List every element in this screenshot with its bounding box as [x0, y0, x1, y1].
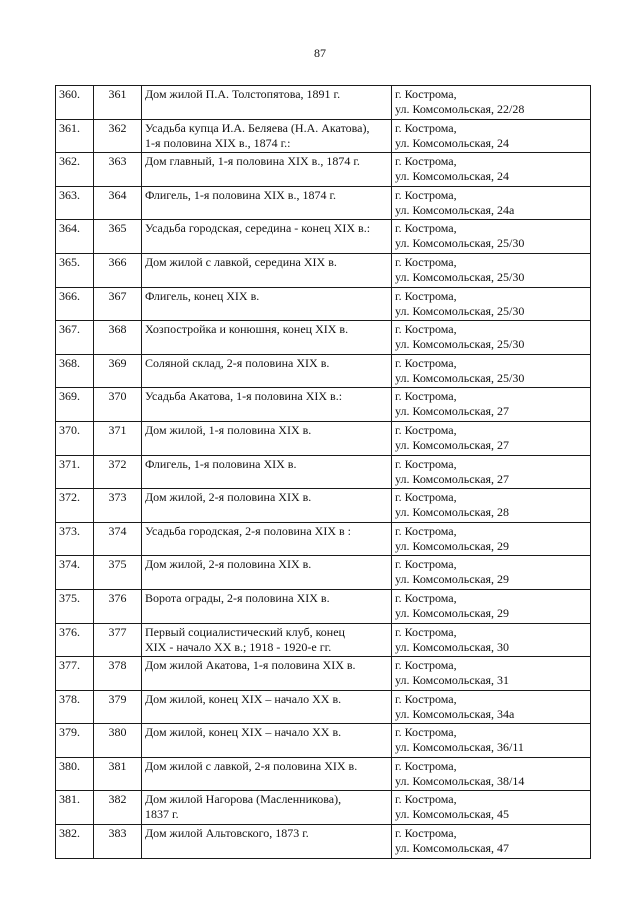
row-ordinal-number: 360. [56, 86, 94, 120]
object-address-cell [392, 153, 591, 187]
object-name-line: Усадьба городская, середина - конец XIX в.: [145, 221, 371, 236]
address-line: г. Кострома, [395, 154, 457, 169]
object-name-cell [142, 589, 392, 623]
address-line: ул. Комсомольская, 29 [395, 605, 510, 620]
address-line: г. Кострома, [395, 456, 457, 471]
address-line: г. Кострома, [395, 557, 457, 572]
object-name-line: Дом жилой, конец XIX – начало XX в. [145, 691, 342, 706]
address-line: ул. Комсомольская, 24 [395, 169, 510, 184]
address-line: г. Кострома, [395, 254, 457, 269]
object-number: 368 [94, 321, 142, 355]
object-name-cell [142, 321, 392, 355]
object-address-cell [392, 623, 591, 657]
object-name-line: Дом жилой, 1-я половина XIX в. [145, 422, 312, 437]
object-name-cell [142, 657, 392, 691]
object-address-cell [392, 589, 591, 623]
table-row [56, 287, 591, 321]
object-name-line: Флигель, 1-я половина XIX в. [145, 456, 297, 471]
row-ordinal-number: 364. [56, 220, 94, 254]
row-ordinal-number: 379. [56, 724, 94, 758]
object-number: 378 [94, 657, 142, 691]
object-name-cell [142, 220, 392, 254]
row-ordinal-number: 374. [56, 556, 94, 590]
object-number: 381 [94, 757, 142, 791]
address-line: ул. Комсомольская, 27 [395, 471, 510, 486]
row-ordinal-number: 362. [56, 153, 94, 187]
table-row [56, 119, 591, 153]
object-name-line: Дом жилой, конец XIX – начало XX в. [145, 725, 342, 740]
object-name-line: Флигель, конец XIX в. [145, 288, 260, 303]
address-line: ул. Комсомольская, 28 [395, 505, 510, 520]
table-row [56, 455, 591, 489]
address-line: ул. Комсомольская, 24 [395, 135, 510, 150]
address-line: г. Кострома, [395, 691, 457, 706]
address-line: ул. Комсомольская, 30 [395, 639, 510, 654]
row-ordinal-number: 363. [56, 186, 94, 220]
table-row [56, 791, 591, 825]
table-row [56, 690, 591, 724]
object-name-line: Усадьба городская, 2-я половина XIX в : [145, 523, 351, 538]
object-name-line: Дом жилой Альтовского, 1873 г. [145, 826, 309, 841]
object-number: 382 [94, 791, 142, 825]
object-number: 364 [94, 186, 142, 220]
row-ordinal-number: 368. [56, 354, 94, 388]
object-name-cell [142, 354, 392, 388]
object-number: 373 [94, 489, 142, 523]
object-address-cell [392, 757, 591, 791]
address-line: г. Кострома, [395, 221, 457, 236]
address-line: ул. Комсомольская, 34а [395, 706, 515, 721]
object-name-line: Дом жилой П.А. Толстопятова, 1891 г. [145, 87, 341, 101]
object-name-line: Дом жилой с лавкой, 2-я половина XIX в. [145, 758, 358, 773]
table-row [56, 657, 591, 691]
object-number: 370 [94, 388, 142, 422]
table-row [56, 86, 591, 120]
page-number: 87 [314, 46, 326, 60]
object-name-line: Дом главный, 1-я половина XIX в., 1874 г. [145, 154, 360, 169]
table-row [56, 724, 591, 758]
object-number: 376 [94, 589, 142, 623]
object-address-cell [392, 455, 591, 489]
object-name-cell [142, 119, 392, 153]
object-name-cell [142, 757, 392, 791]
table-row [56, 556, 591, 590]
object-address-cell [392, 489, 591, 523]
object-name-cell [142, 556, 392, 590]
table-body [56, 86, 591, 859]
address-line: ул. Комсомольская, 29 [395, 538, 510, 553]
row-ordinal-number: 372. [56, 489, 94, 523]
address-line: г. Кострома, [395, 422, 457, 437]
object-name-line: Дом жилой, 2-я половина XIX в. [145, 490, 312, 505]
object-address-cell [392, 421, 591, 455]
row-ordinal-number: 367. [56, 321, 94, 355]
object-name-line: Усадьба Акатова, 1-я половина XIX в.: [145, 389, 343, 404]
object-address-cell [392, 119, 591, 153]
object-name-line: Дом жилой Нагорова (Масленникова), [145, 792, 342, 807]
object-number: 369 [94, 354, 142, 388]
object-number: 372 [94, 455, 142, 489]
object-name-line: Соляной склад, 2-я половина XIX в. [145, 355, 330, 370]
address-line: г. Кострома, [395, 120, 457, 135]
object-number: 377 [94, 623, 142, 657]
object-address-cell [392, 220, 591, 254]
object-address-cell [392, 522, 591, 556]
address-line: ул. Комсомольская, 24а [395, 202, 515, 217]
object-name-line: 1-я половина XIX в., 1874 г.: [145, 135, 291, 150]
row-ordinal-number: 375. [56, 589, 94, 623]
row-ordinal-number: 373. [56, 522, 94, 556]
object-name-cell [142, 522, 392, 556]
object-name-cell [142, 690, 392, 724]
address-line: ул. Комсомольская, 45 [395, 807, 510, 822]
address-line: ул. Комсомольская, 25/30 [395, 337, 525, 352]
table-row [56, 153, 591, 187]
object-name-line: Дом жилой Акатова, 1-я половина XIX в. [145, 658, 356, 673]
address-line: ул. Комсомольская, 27 [395, 404, 510, 419]
table-row [56, 757, 591, 791]
table-row [56, 421, 591, 455]
object-name-line: Ворота ограды, 2-я половина XIX в. [145, 590, 330, 605]
address-line: г. Кострома, [395, 288, 457, 303]
address-line: ул. Комсомольская, 25/30 [395, 370, 525, 385]
object-name-line: Дом жилой с лавкой, середина XIX в. [145, 254, 337, 269]
object-name-cell [142, 724, 392, 758]
row-ordinal-number: 378. [56, 690, 94, 724]
address-line: ул. Комсомольская, 25/30 [395, 269, 525, 284]
table-row [56, 388, 591, 422]
table-row [56, 186, 591, 220]
address-line: ул. Комсомольская, 25/30 [395, 303, 525, 318]
object-name-line: Хозпостройка и конюшня, конец XIX в. [145, 322, 349, 337]
address-line: г. Кострома, [395, 590, 457, 605]
table-row [56, 354, 591, 388]
address-line: ул. Комсомольская, 47 [395, 841, 510, 856]
object-number: 363 [94, 153, 142, 187]
object-number: 361 [94, 86, 142, 120]
object-name-cell [142, 623, 392, 657]
address-line: г. Кострома, [395, 658, 457, 673]
table-row [56, 623, 591, 657]
object-number: 379 [94, 690, 142, 724]
object-name-cell [142, 153, 392, 187]
object-address-cell [392, 690, 591, 724]
object-name-cell [142, 791, 392, 825]
address-line: ул. Комсомольская, 29 [395, 572, 510, 587]
table-row [56, 489, 591, 523]
object-name-cell [142, 825, 392, 859]
row-ordinal-number: 381. [56, 791, 94, 825]
address-line: ул. Комсомольская, 31 [395, 673, 510, 688]
object-number: 365 [94, 220, 142, 254]
address-line: г. Кострома, [395, 187, 457, 202]
object-name-line: XIX - начало XX в.; 1918 - 1920-е гг. [145, 639, 332, 654]
row-ordinal-number: 371. [56, 455, 94, 489]
address-line: ул. Комсомольская, 36/11 [395, 740, 524, 755]
object-address-cell [392, 321, 591, 355]
address-line: г. Кострома, [395, 758, 457, 773]
address-line: г. Кострома, [395, 322, 457, 337]
table-row [56, 589, 591, 623]
table-row [56, 522, 591, 556]
object-name-cell [142, 388, 392, 422]
row-ordinal-number: 370. [56, 421, 94, 455]
address-line: ул. Комсомольская, 25/30 [395, 236, 525, 251]
object-number: 383 [94, 825, 142, 859]
object-address-cell [392, 825, 591, 859]
object-name-line: Флигель, 1-я половина XIX в., 1874 г. [145, 187, 337, 202]
object-address-cell [392, 86, 591, 120]
object-name-cell [142, 253, 392, 287]
object-name-cell [142, 86, 392, 120]
row-ordinal-number: 380. [56, 757, 94, 791]
object-name-cell [142, 455, 392, 489]
address-line: г. Кострома, [395, 826, 457, 841]
address-line: г. Кострома, [395, 792, 457, 807]
object-name-cell [142, 489, 392, 523]
address-line: г. Кострома, [395, 490, 457, 505]
table-row [56, 825, 591, 859]
object-name-line: Усадьба купца И.А. Беляева (Н.А. Акатова), [145, 120, 370, 135]
object-address-cell [392, 354, 591, 388]
row-ordinal-number: 361. [56, 119, 94, 153]
table-row [56, 220, 591, 254]
object-address-cell [392, 287, 591, 321]
object-name-line: 1837 г. [145, 807, 179, 822]
row-ordinal-number: 365. [56, 253, 94, 287]
row-ordinal-number: 366. [56, 287, 94, 321]
object-name-cell [142, 186, 392, 220]
object-address-cell [392, 388, 591, 422]
object-number: 366 [94, 253, 142, 287]
object-address-cell [392, 556, 591, 590]
object-number: 374 [94, 522, 142, 556]
object-name-cell [142, 287, 392, 321]
object-address-cell [392, 791, 591, 825]
heritage-table-container [55, 85, 591, 859]
address-line: г. Кострома, [395, 725, 457, 740]
address-line: г. Кострома, [395, 389, 457, 404]
object-number: 362 [94, 119, 142, 153]
object-number: 375 [94, 556, 142, 590]
row-ordinal-number: 377. [56, 657, 94, 691]
address-line: ул. Комсомольская, 38/14 [395, 773, 525, 788]
object-name-line: Дом жилой, 2-я половина XIX в. [145, 557, 312, 572]
address-line: г. Кострома, [395, 523, 457, 538]
table-row [56, 321, 591, 355]
address-line: г. Кострома, [395, 87, 457, 101]
object-number: 371 [94, 421, 142, 455]
table-row [56, 253, 591, 287]
row-ordinal-number: 376. [56, 623, 94, 657]
object-number: 380 [94, 724, 142, 758]
object-name-line: Первый социалистический клуб, конец [145, 624, 345, 639]
object-name-cell [142, 421, 392, 455]
heritage-objects-table [55, 85, 591, 859]
object-address-cell [392, 724, 591, 758]
object-address-cell [392, 253, 591, 287]
address-line: г. Кострома, [395, 355, 457, 370]
object-number: 367 [94, 287, 142, 321]
object-address-cell [392, 657, 591, 691]
address-line: ул. Комсомольская, 27 [395, 437, 510, 452]
object-address-cell [392, 186, 591, 220]
row-ordinal-number: 382. [56, 825, 94, 859]
row-ordinal-number: 369. [56, 388, 94, 422]
address-line: ул. Комсомольская, 22/28 [395, 102, 525, 116]
address-line: г. Кострома, [395, 624, 457, 639]
